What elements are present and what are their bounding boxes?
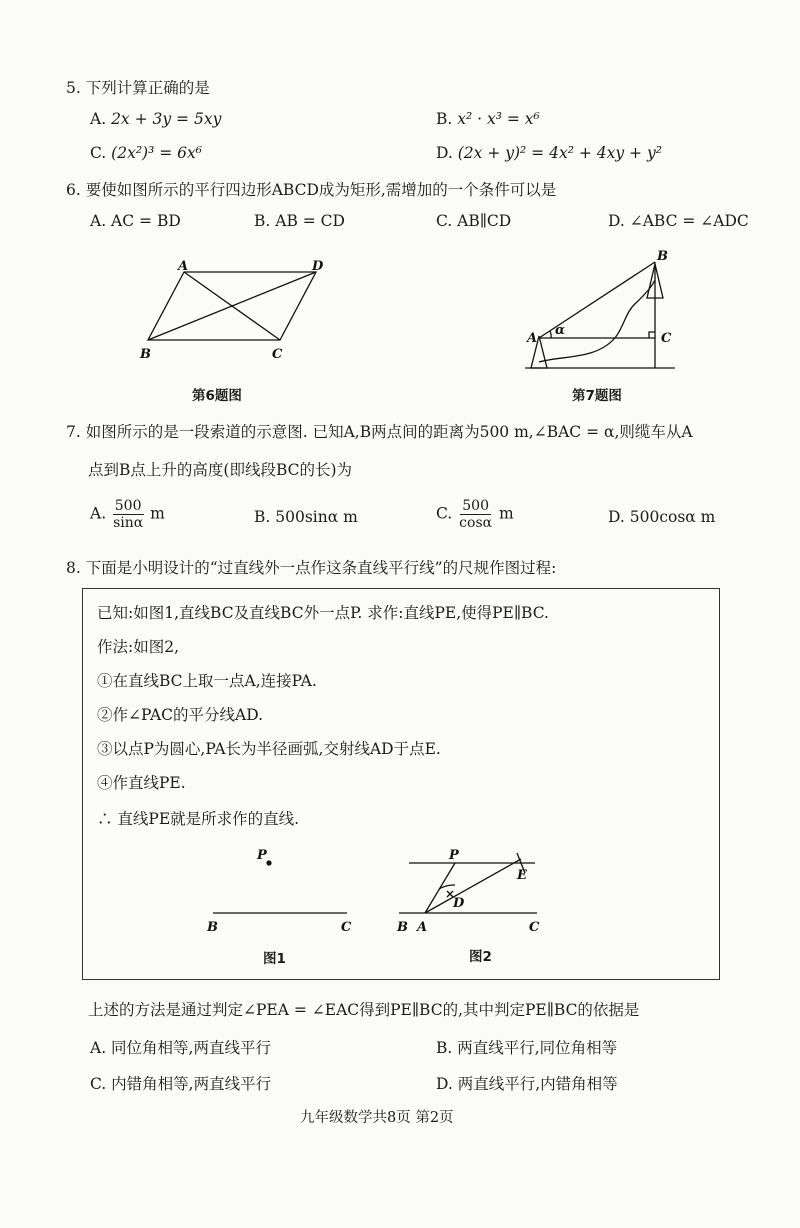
q7-option-a-fraction (111, 498, 145, 531)
q7-stem-line2: 点到B点上升的高度(即线段BC的长)为 (88, 461, 353, 479)
q7-option-d: D. 500cosα m (608, 508, 716, 526)
q8-box-conclusion: ∴ 直线PE就是所求作的直线. (97, 810, 300, 828)
fig6-parallelogram (130, 258, 340, 368)
q5-option-c-label: C. (90, 144, 107, 162)
q7-option-a-unit: m (150, 504, 165, 523)
q5-option-c (90, 144, 202, 162)
page-footer: 九年级数学共8页 第2页 (300, 1110, 454, 1126)
q5-option-a (90, 110, 221, 128)
q7-option-c-unit: m (499, 504, 514, 523)
fig6-caption: 第6题图 (192, 388, 242, 404)
q5-option-d-text: (2x + y)² = 4x² + 4xy + y² (457, 144, 662, 162)
q7-option-a-label: A. (90, 504, 107, 523)
q8-fig1 (199, 845, 369, 935)
q5-option-d (436, 144, 662, 162)
fig6-label-a: A (178, 259, 189, 274)
q8-fig1-label-p: P (257, 848, 267, 863)
q8-option-a: A. 同位角相等,两直线平行 (90, 1039, 271, 1057)
q8-fig2-label-a: A (417, 920, 428, 935)
q8-fig1-label-b: B (207, 920, 218, 935)
fig7-label-alpha: α (555, 323, 566, 338)
q7-stem-line1: 7. 如图所示的是一段索道的示意图. 已知A,B两点间的距离为500 m,∠BAC = α,则缆车从A (66, 423, 693, 441)
fig7-angle-arc (550, 331, 551, 338)
fig7-cableway (515, 250, 675, 375)
q7-option-b: B. 500sinα m (254, 508, 358, 526)
q7-option-c-numerator: 500 (462, 498, 489, 514)
q5-option-b-label: B. (436, 110, 453, 128)
q5-option-a-text: 2x + 3y = 5xy (111, 110, 222, 128)
q6-option-b: B. AB = CD (254, 212, 345, 230)
q5-stem: 5. 下列计算正确的是 (66, 79, 210, 97)
q5-option-d-label: D. (436, 144, 453, 162)
fig7-label-c: C (661, 331, 672, 346)
fig7-right-angle (649, 332, 655, 338)
q7-option-a (90, 498, 165, 531)
q5-option-b (436, 110, 540, 128)
fig7-label-a: A (527, 331, 538, 346)
q7-option-c-label: C. (436, 504, 453, 523)
q5-option-c-text: (2x²)³ = 6x⁶ (111, 144, 202, 162)
q8-fig2-label-p: P (449, 848, 459, 863)
q6-option-d: D. ∠ABC = ∠ADC (608, 212, 749, 230)
q5-option-b-text: x² · x³ = x⁶ (457, 110, 540, 128)
q6-stem: 6. 要使如图所示的平行四边形ABCD成为矩形,需增加的一个条件可以是 (66, 181, 557, 199)
fig7-label-b: B (657, 250, 668, 264)
fig7-caption: 第7题图 (572, 388, 622, 404)
q7-option-a-numerator: 500 (114, 498, 142, 514)
q8-option-b: B. 两直线平行,同位角相等 (436, 1039, 618, 1057)
q8-fig2-ray-ad (425, 859, 521, 913)
q8-fig2 (389, 845, 547, 939)
q8-fig1-caption: 图1 (263, 951, 286, 967)
q8-option-d: D. 两直线平行,内错角相等 (436, 1075, 618, 1093)
q8-fig1-point-p (266, 860, 271, 865)
q8-box-step1: ①在直线BC上取一点A,连接PA. (97, 672, 317, 690)
q8-box-step4: ④作直线PE. (97, 774, 186, 792)
fig6-diagonal-bd (148, 272, 316, 340)
q8-option-c: C. 内错角相等,两直线平行 (90, 1075, 272, 1093)
fig7-hill (539, 280, 655, 362)
q8-box-method: 作法:如图2, (97, 638, 180, 656)
q8-question: 上述的方法是通过判定∠PEA = ∠EAC得到PE∥BC的,其中判定PE∥BC的依据是 (88, 1001, 640, 1019)
q8-fig2-label-b: B (397, 920, 408, 935)
q8-box-step3: ③以点P为圆心,PA长为半径画弧,交射线AD于点E. (97, 740, 441, 758)
q8-stem: 8. 下面是小明设计的“过直线外一点作这条直线平行线”的尺规作图过程: (66, 559, 557, 577)
q7-option-c (436, 498, 514, 531)
q6-option-a: A. AC = BD (90, 212, 181, 230)
fig6-label-c: C (272, 347, 283, 362)
q8-fig2-caption: 图2 (469, 949, 492, 965)
q8-fig1-label-c: C (341, 920, 352, 935)
q8-box-step2: ②作∠PAC的平分线AD. (97, 706, 264, 724)
q7-option-c-fraction (457, 498, 494, 531)
q8-fig2-label-d: D (453, 896, 465, 911)
fig6-label-b: B (140, 347, 151, 362)
q7-option-a-denominator: sinα (113, 515, 144, 531)
fig6-label-d: D (312, 259, 324, 274)
q8-fig2-label-e: E (517, 868, 527, 883)
q6-option-c: C. AB∥CD (436, 212, 512, 230)
q8-construction-box (82, 588, 720, 980)
q5-option-a-label: A. (90, 110, 107, 128)
q8-fig2-label-c: C (529, 920, 540, 935)
q8-box-given: 已知:如图1,直线BC及直线BC外一点P. 求作:直线PE,使得PE∥BC. (97, 604, 549, 622)
q7-option-c-denominator: cosα (459, 515, 493, 531)
